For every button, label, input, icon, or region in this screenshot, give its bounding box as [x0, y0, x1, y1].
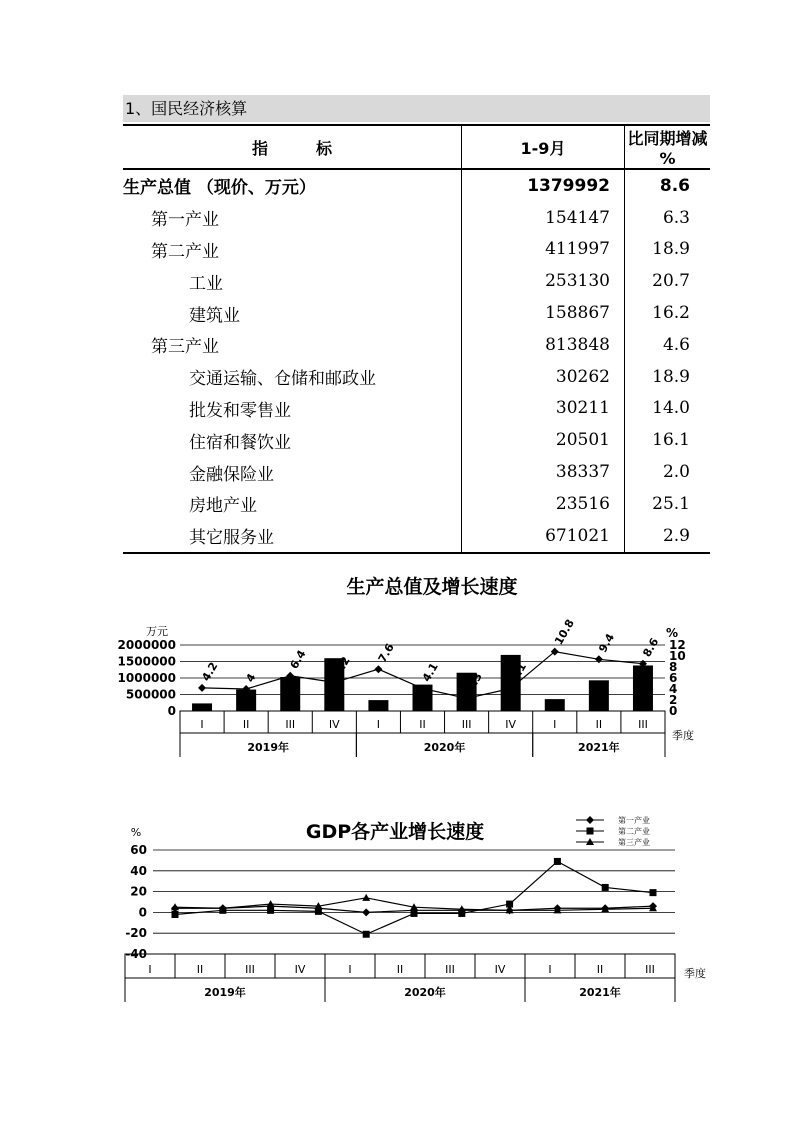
- chart2-point: [554, 858, 561, 865]
- row-name: 金融保险业: [189, 464, 274, 485]
- chart2-year-label: 2020年: [404, 986, 446, 999]
- chart2-ytick: -20: [125, 926, 147, 941]
- chart1-year-label: 2021年: [578, 741, 620, 754]
- chart1-ytick-left: 1000000: [117, 671, 176, 685]
- chart1-year-label: 2019年: [247, 741, 289, 754]
- chart1-right-unit: %: [665, 626, 679, 640]
- chart1-quarter-label: II: [242, 718, 250, 731]
- chart1-ytick-right: 8: [669, 660, 678, 674]
- chart1-quarter-label: II: [419, 718, 426, 731]
- table-row: [123, 234, 710, 266]
- chart1-quarter-label: II: [595, 718, 603, 731]
- chart2-quarter-label: II: [396, 963, 404, 976]
- row-value: 158867: [462, 297, 625, 329]
- row-change: 18.9: [652, 366, 690, 387]
- chart1-data-label: 2.3: [463, 670, 485, 694]
- row-change: 16.2: [652, 303, 690, 324]
- row-change: 2.0: [662, 462, 690, 483]
- chart2-quarter-label: I: [348, 963, 352, 976]
- gdp-chart: [0, 565, 793, 765]
- chart1-data-label: 4.1: [508, 660, 530, 684]
- chart1-data-label: 4.1: [419, 660, 441, 684]
- chart2-quarter-label: II: [196, 963, 204, 976]
- section-header: [123, 95, 710, 122]
- row-name: 第一产业: [151, 210, 219, 231]
- chart2-quarter-label: III: [245, 963, 255, 976]
- chart1-bar: [589, 680, 609, 711]
- table-row: [123, 456, 710, 488]
- row-value: 20501: [462, 424, 625, 456]
- chart2-ytick: 60: [130, 843, 147, 857]
- table-row: [123, 424, 710, 456]
- row-value: 813848: [462, 329, 625, 361]
- chart2-ytick: 40: [130, 863, 147, 878]
- chart2-point: [362, 894, 370, 901]
- table-row: [123, 488, 710, 520]
- chart2-point: [267, 907, 274, 914]
- chart1-data-label: 10.8: [552, 617, 577, 648]
- row-value: 1379992: [462, 169, 625, 202]
- chart1-quarter-label: I: [200, 718, 204, 731]
- row-value: 411997: [462, 234, 625, 266]
- table-row: [123, 265, 710, 297]
- chart1-year-label: 2020年: [423, 741, 466, 754]
- chart1-point: [198, 684, 206, 692]
- row-name: 建筑业: [189, 305, 240, 326]
- row-change: 8.6: [659, 175, 690, 196]
- chart2-year-label: 2021年: [579, 986, 621, 999]
- row-value: 30262: [462, 361, 625, 393]
- table-row: [123, 169, 710, 202]
- chart1-ytick-left: 0: [167, 704, 176, 718]
- chart1-data-label: 7.6: [375, 641, 397, 665]
- chart2-quarter-label: II: [596, 963, 604, 976]
- row-change: 25.1: [652, 493, 690, 514]
- chart1-data-label: 6.4: [287, 647, 309, 672]
- chart2-point: [650, 889, 657, 896]
- row-value: 30211: [462, 393, 625, 425]
- row-value: 23516: [462, 488, 625, 520]
- chart2-point: [602, 884, 609, 891]
- row-change: 18.9: [652, 239, 690, 260]
- row-change: 16.1: [652, 430, 690, 451]
- chart1-ytick-right: 0: [669, 704, 678, 718]
- table-header-row: [123, 125, 710, 169]
- chart2-quarter-label: III: [645, 963, 655, 976]
- row-change: 20.7: [652, 271, 690, 292]
- chart1-data-label: 5.2: [331, 654, 353, 678]
- chart2-ytick: -40: [125, 947, 147, 961]
- chart2-legend-label: 第一产业: [618, 816, 650, 825]
- chart2-legend-marker: [587, 828, 594, 835]
- chart1-ytick-right: 12: [669, 638, 686, 652]
- economy-table: [123, 124, 710, 554]
- chart2-ytick: 0: [138, 905, 147, 920]
- header-indicator: 指 标: [123, 125, 462, 169]
- chart2-quarter-label: III: [445, 963, 455, 976]
- chart1-quarter-label: I: [376, 718, 381, 731]
- chart2-point: [362, 908, 370, 916]
- chart1-ytick-right: 2: [669, 693, 678, 707]
- chart2-point: [267, 900, 275, 907]
- chart2-quarter-label: IV: [494, 963, 506, 976]
- table-row: [123, 202, 710, 234]
- chart2-quarter-label: IV: [294, 963, 306, 976]
- table-row: [123, 297, 710, 329]
- chart1-data-label: 4.2: [199, 660, 221, 684]
- chart1-quarter-label: III: [285, 718, 296, 731]
- chart1-quarter-label: III: [638, 718, 648, 731]
- chart2-legend-marker: [586, 816, 594, 824]
- row-value: 38337: [462, 456, 625, 488]
- row-name: 住宿和餐饮业: [189, 432, 291, 453]
- chart1-title: 生产总值及增长速度: [346, 576, 518, 598]
- row-change: 2.9: [625, 520, 711, 553]
- chart1-ytick-right: 10: [669, 649, 686, 663]
- row-change: 4.6: [662, 334, 690, 355]
- chart1-ytick-left: 500000: [125, 687, 176, 702]
- row-name: 第二产业: [151, 241, 219, 262]
- chart2-point: [172, 911, 179, 918]
- chart2-quarter-label: I: [548, 963, 552, 976]
- chart1-xlabel: 季度: [672, 729, 694, 742]
- row-name: 工业: [189, 273, 223, 294]
- chart2-point: [363, 931, 370, 938]
- chart1-bar: [368, 700, 388, 711]
- chart1-data-label: 9.4: [596, 631, 618, 655]
- chart1-left-unit: 万元: [146, 625, 168, 638]
- chart1-quarter-label: IV: [328, 718, 340, 731]
- header-period: 1-9月: [462, 125, 625, 169]
- row-name: 生产总值 （现价、万元）: [123, 178, 316, 199]
- chart1-bar: [633, 665, 653, 711]
- section-title: 1、国民经济核算: [125, 99, 248, 118]
- chart2-series-line: [175, 861, 653, 934]
- table-row: [123, 520, 710, 553]
- chart1-point: [595, 655, 603, 663]
- row-change: 14.0: [652, 398, 690, 419]
- header-change: 比同期增减 %: [625, 125, 711, 169]
- chart1-ytick-right: 4: [669, 682, 678, 696]
- row-name: 第三产业: [151, 337, 219, 358]
- row-name: 批发和零售业: [189, 400, 291, 421]
- row-name: 交通运输、仓储和邮政业: [189, 369, 376, 390]
- row-name: 房地产业: [189, 496, 257, 517]
- table-row: [123, 393, 710, 425]
- chart2-title: GDP各产业增长速度: [305, 821, 485, 843]
- chart1-ytick-left: 2000000: [117, 638, 176, 652]
- chart1-ytick-left: 1500000: [117, 654, 176, 669]
- row-name: 其它服务业: [123, 520, 462, 553]
- chart1-quarter-label: I: [553, 718, 557, 731]
- row-value: 253130: [462, 265, 625, 297]
- chart1-data-label: 8.6: [640, 635, 662, 660]
- chart1-data-label: 4: [243, 671, 259, 685]
- chart2-xlabel: 季度: [684, 967, 706, 980]
- row-value: 154147: [462, 202, 625, 234]
- chart1-point: [374, 665, 382, 673]
- chart1-bar: [545, 699, 565, 711]
- table-row: [123, 361, 710, 393]
- chart2-legend-label: 第二产业: [618, 827, 650, 836]
- table-row: [123, 329, 710, 361]
- chart2-ytick: 20: [130, 884, 147, 899]
- chart2-year-label: 2019年: [204, 986, 246, 999]
- row-value: 671021: [462, 520, 625, 553]
- chart1-quarter-label: IV: [505, 718, 517, 731]
- sector-chart: [0, 810, 793, 1010]
- chart2-quarter-label: I: [148, 963, 152, 976]
- chart2-unit: %: [130, 826, 142, 839]
- chart1-ytick-right: 6: [669, 671, 678, 685]
- chart1-bar: [280, 677, 300, 711]
- chart2-legend-label: 第三产业: [618, 838, 650, 847]
- row-change: 6.3: [662, 207, 690, 228]
- chart2-point: [411, 910, 418, 917]
- chart1-bar: [192, 703, 212, 711]
- chart1-quarter-label: III: [461, 718, 472, 731]
